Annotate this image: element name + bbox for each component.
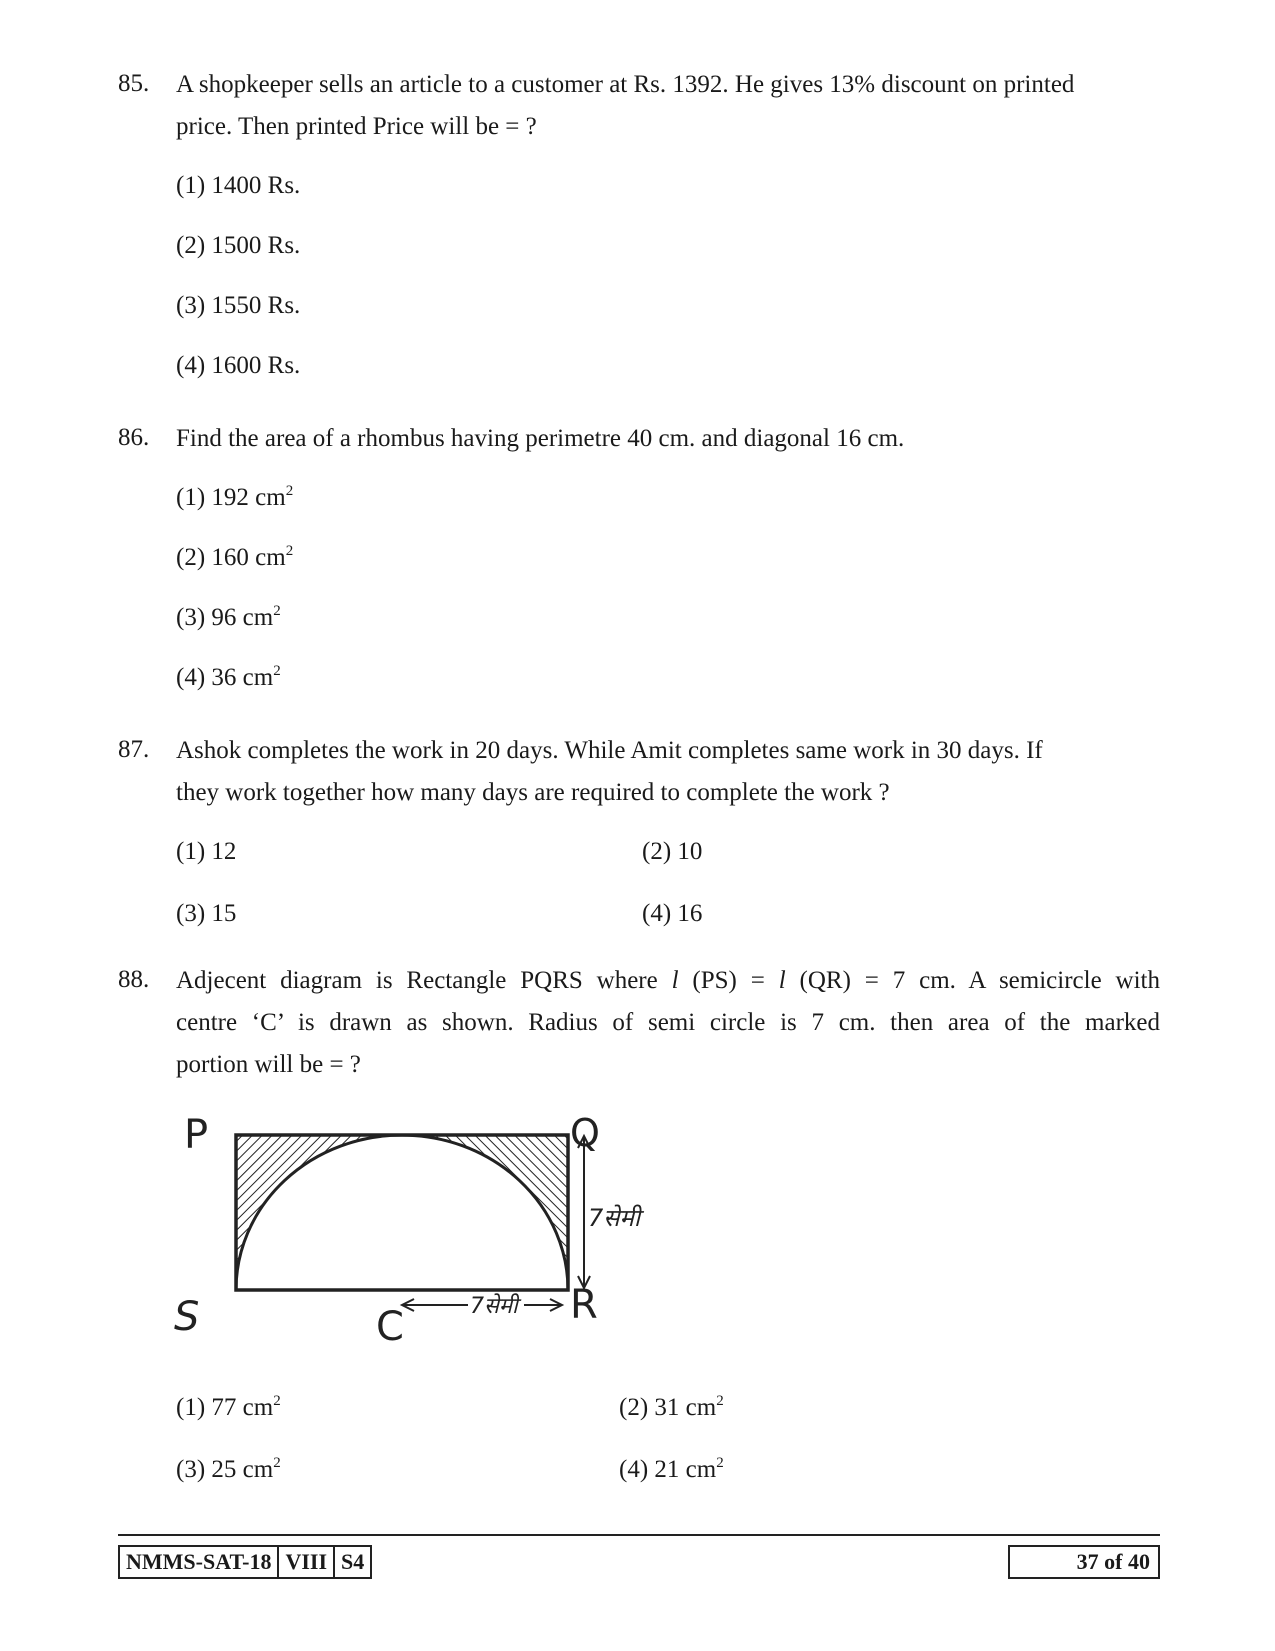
superscript: 2 [273, 663, 281, 679]
length-symbol: l [778, 967, 786, 994]
label-s: S [174, 1294, 200, 1340]
option-text: (2) 160 cm [176, 544, 286, 571]
option-3[interactable]: (3) 15 [176, 900, 237, 927]
question-line: portion will be = ? [176, 1051, 361, 1078]
label-c: C [376, 1304, 404, 1350]
base-measure-label: 7सेमी [470, 1294, 518, 1319]
q88-option-3[interactable] [176, 1456, 281, 1484]
superscript: 2 [285, 483, 294, 499]
superscript: 2 [273, 1393, 281, 1409]
question-number: 87. [118, 736, 150, 763]
q88-option-4[interactable] [619, 1456, 724, 1484]
question-line: they work together how many days are required to complete the work ? [176, 779, 890, 806]
label-q: Q [570, 1111, 600, 1155]
text-run: (PS) = [678, 967, 779, 994]
option-2[interactable]: (2) 10 [642, 838, 703, 865]
option-2[interactable] [176, 544, 293, 572]
text-run: Adjecent diagram is Rectangle PQRS where [176, 967, 672, 994]
label-p: P [184, 1112, 209, 1158]
option-3[interactable] [176, 604, 281, 632]
question-number: 86. [118, 424, 150, 451]
option-1[interactable]: (1) 12 [176, 838, 237, 865]
question-line: Find the area of a rhombus having perimetre 40 cm. and diagonal 16 cm. [176, 425, 905, 452]
superscript: 2 [273, 603, 281, 619]
option-text: (3) 96 cm [176, 604, 274, 631]
option-2[interactable]: (2) 1500 Rs. [176, 232, 301, 259]
option-text: (2) 31 cm [619, 1394, 717, 1421]
option-4[interactable]: (4) 1600 Rs. [176, 352, 301, 379]
question-line: price. Then printed Price will be = ? [176, 113, 537, 140]
option-3[interactable]: (3) 1550 Rs. [176, 292, 301, 319]
question-number: 88. [118, 966, 150, 993]
page-number: 37 of 40 [1008, 1545, 1160, 1579]
question-text [176, 64, 1160, 148]
question-line: A shopkeeper sells an article to a customer at Rs. 1392. He gives 13% discount on printed [176, 71, 1075, 98]
option-text: (4) 21 cm [619, 1456, 717, 1483]
option-text: (1) 192 cm [176, 484, 286, 511]
superscript: 2 [716, 1393, 724, 1409]
superscript: 2 [716, 1455, 724, 1471]
option-text: (3) 25 cm [176, 1456, 274, 1483]
rectangle-semicircle-diagram [170, 1108, 690, 1368]
question-text [176, 418, 1160, 460]
shaded-region-right [390, 1135, 568, 1290]
superscript: 2 [285, 543, 294, 559]
q88-option-2[interactable] [619, 1394, 724, 1422]
footer-code-box [118, 1545, 372, 1579]
exam-code: NMMS-SAT-18 [120, 1547, 279, 1577]
superscript: 2 [273, 1455, 281, 1471]
question-line: Ashok completes the work in 20 days. While Amit completes same work in 30 days. If [176, 737, 1043, 764]
option-text: (1) 77 cm [176, 1394, 274, 1421]
label-r: R [570, 1282, 598, 1328]
option-text: (4) 36 cm [176, 664, 274, 691]
class-code: VIII [279, 1547, 335, 1577]
question-text [176, 960, 1160, 1086]
question-text [176, 730, 1160, 814]
q88-option-1[interactable] [176, 1394, 281, 1422]
option-4[interactable] [176, 664, 281, 692]
side-measure-label: 7सेमी [588, 1204, 641, 1232]
option-1[interactable] [176, 484, 293, 512]
question-line [176, 960, 1160, 1002]
set-code: S4 [341, 1549, 365, 1574]
text-run: (QR) = 7 cm. A semicircle with [785, 967, 1160, 994]
question-line: centre ‘C’ is drawn as shown. Radius of semi circle is 7 cm. then area of the marked [176, 1009, 1160, 1036]
option-4[interactable]: (4) 16 [642, 900, 703, 927]
option-1[interactable]: (1) 1400 Rs. [176, 172, 301, 199]
footer-rule [118, 1534, 1160, 1536]
length-symbol: l [671, 967, 679, 994]
question-number: 85. [118, 70, 150, 97]
